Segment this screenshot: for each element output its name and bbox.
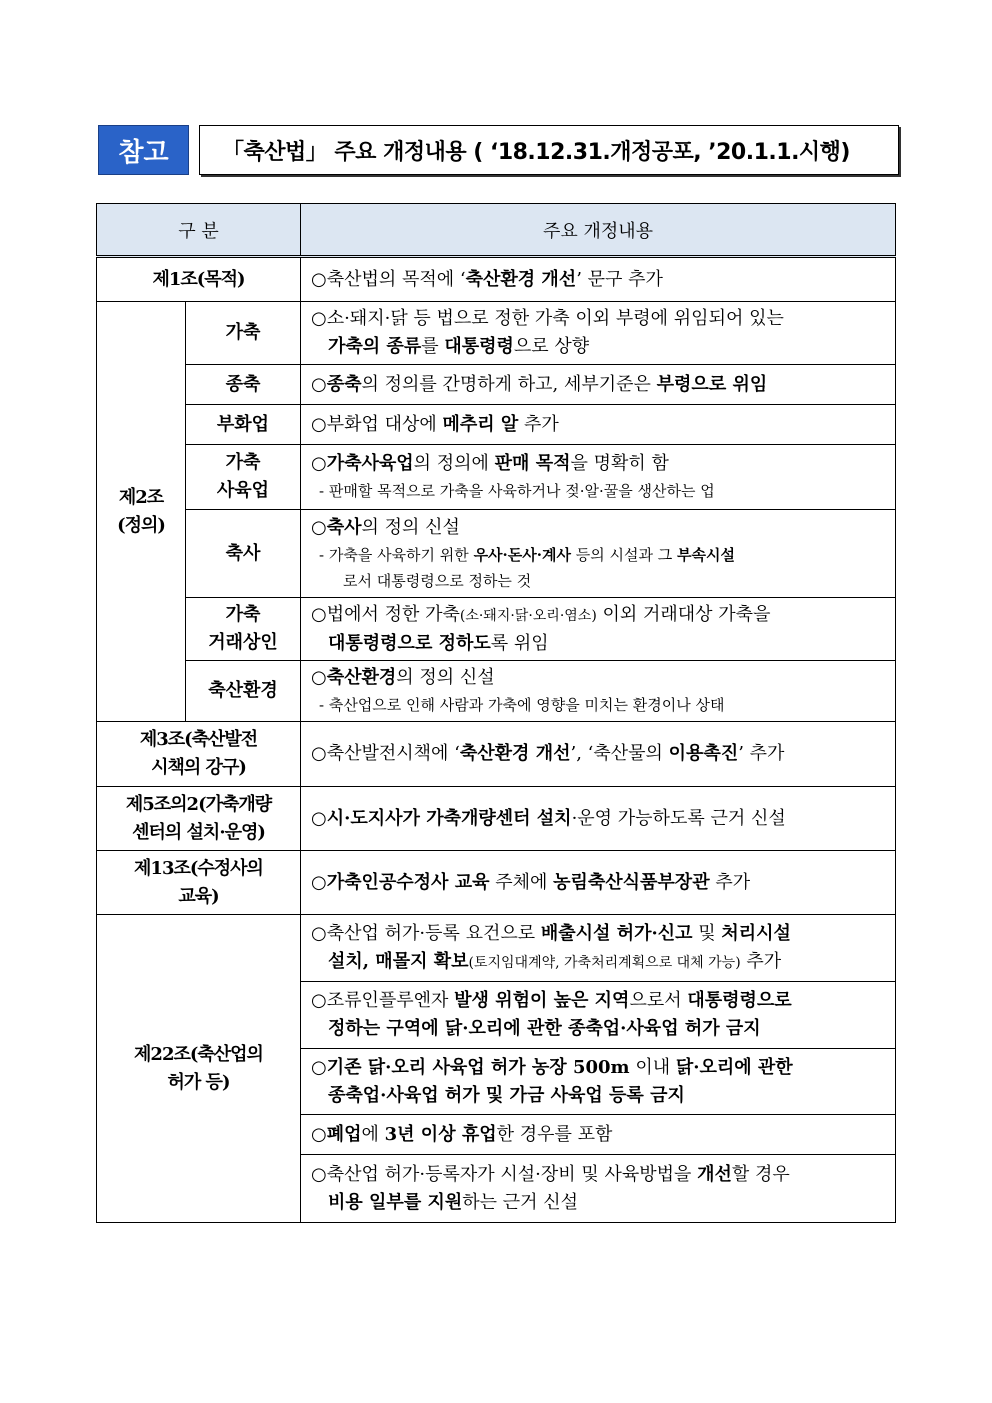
table-row [97,510,896,598]
article-1-content: ○축산법의 목적에 ‘축산환경 개선’ 문구 추가 [301,257,896,302]
article-13-label: 제13조(수정사의 교육) [97,851,301,915]
term-livestock-dealer: 가축 거래상인 [186,598,301,661]
page-header [98,125,899,175]
article-22-item-1: ○축산업 허가·등록 요건으로 배출시설 허가·신고 및 처리시설 설치, 매몰지 확보(토지임대계약, 가축처리계획으로 대체 가능) 추가 [301,915,896,982]
table-row [97,851,896,915]
breeding-stock-content: ○종축의 정의를 간명하게 하고, 세부기준은 부령으로 위임 [301,365,896,405]
article-3-content: ○축산발전시책에 ‘축산환경 개선’, ‘축산물의 이용촉진’ 추가 [301,722,896,787]
reference-badge: 참고 [98,125,189,175]
barn-content: ○축사의 정의 신설 - 가축을 사육하기 위한 우사·돈사·계사 등의 시설과 그 부속시설 로서 대통령령으로 정하는 것 [301,510,896,598]
article-22-item-5: ○축산업 허가·등록자가 시설·장비 및 사육방법을 개선할 경우 비용 일부를 지원하는 근거 신설 [301,1155,896,1223]
term-barn: 축사 [186,510,301,598]
livestock-content: ○소·돼지·닭 등 법으로 정한 가축 이외 부령에 위임되어 있는 가축의 종류를 대통령령으로 상향 [301,302,896,365]
table-row [97,302,896,365]
article-13-content: ○가축인공수정사 교육 주체에 농림축산식품부장관 추가 [301,851,896,915]
amendment-table [96,203,896,1223]
hatchery-content: ○부화업 대상에 메추리 알 추가 [301,405,896,445]
article-22-item-3: ○기존 닭·오리 사육업 허가 농장 500m 이내 닭·오리에 관한 종축업·사육업 허가 및 가금 사육업 등록 금지 [301,1049,896,1115]
table-row [97,915,896,982]
term-livestock-environment: 축산환경 [186,661,301,722]
article-3-label: 제3조(축산발전 시책의 강구) [97,722,301,787]
table-row [97,257,896,302]
article-1-label: 제1조(목적) [97,257,301,302]
term-hatchery: 부화업 [186,405,301,445]
term-livestock: 가축 [186,302,301,365]
table-row [97,787,896,851]
livestock-farming-content: ○가축사육업의 정의에 판매 목적을 명확히 함 - 판매할 목적으로 가축을 사육하거나 젖·알·꿀을 생산하는 업 [301,445,896,510]
article-5-2-content: ○시·도지사가 가축개량센터 설치·운영 가능하도록 근거 신설 [301,787,896,851]
article-22-item-4: ○폐업에 3년 이상 휴업한 경우를 포함 [301,1115,896,1155]
livestock-dealer-content: ○법에서 정한 가축(소·돼지·닭·오리·염소) 이외 거래대상 가축을 대통령령으로 정하도록 위임 [301,598,896,661]
column-header-content: 주요 개정내용 [301,204,896,257]
table-header-row [97,204,896,257]
table-row [97,661,896,722]
table-row [97,445,896,510]
table-row [97,365,896,405]
article-2-label: 제2조 (정의) [97,302,186,722]
page-title: 「축산법」 주요 개정내용 ( ‘18.12.31.개정공포, ’20.1.1.시행) [199,125,899,175]
article-22-label: 제22조(축산업의 허가 등) [97,915,301,1223]
term-breeding-stock: 종축 [186,365,301,405]
table-row [97,598,896,661]
table-row [97,405,896,445]
column-header-category: 구 분 [97,204,301,257]
term-livestock-farming: 가축 사육업 [186,445,301,510]
livestock-environment-content: ○축산환경의 정의 신설 - 축산업으로 인해 사람과 가축에 영향을 미치는 환경이나 상태 [301,661,896,722]
table-row [97,722,896,787]
article-5-2-label: 제5조의2(가축개량 센터의 설치·운영) [97,787,301,851]
article-22-item-2: ○조류인플루엔자 발생 위험이 높은 지역으로서 대통령령으로 정하는 구역에 닭·오리에 관한 종축업·사육업 허가 금지 [301,982,896,1049]
